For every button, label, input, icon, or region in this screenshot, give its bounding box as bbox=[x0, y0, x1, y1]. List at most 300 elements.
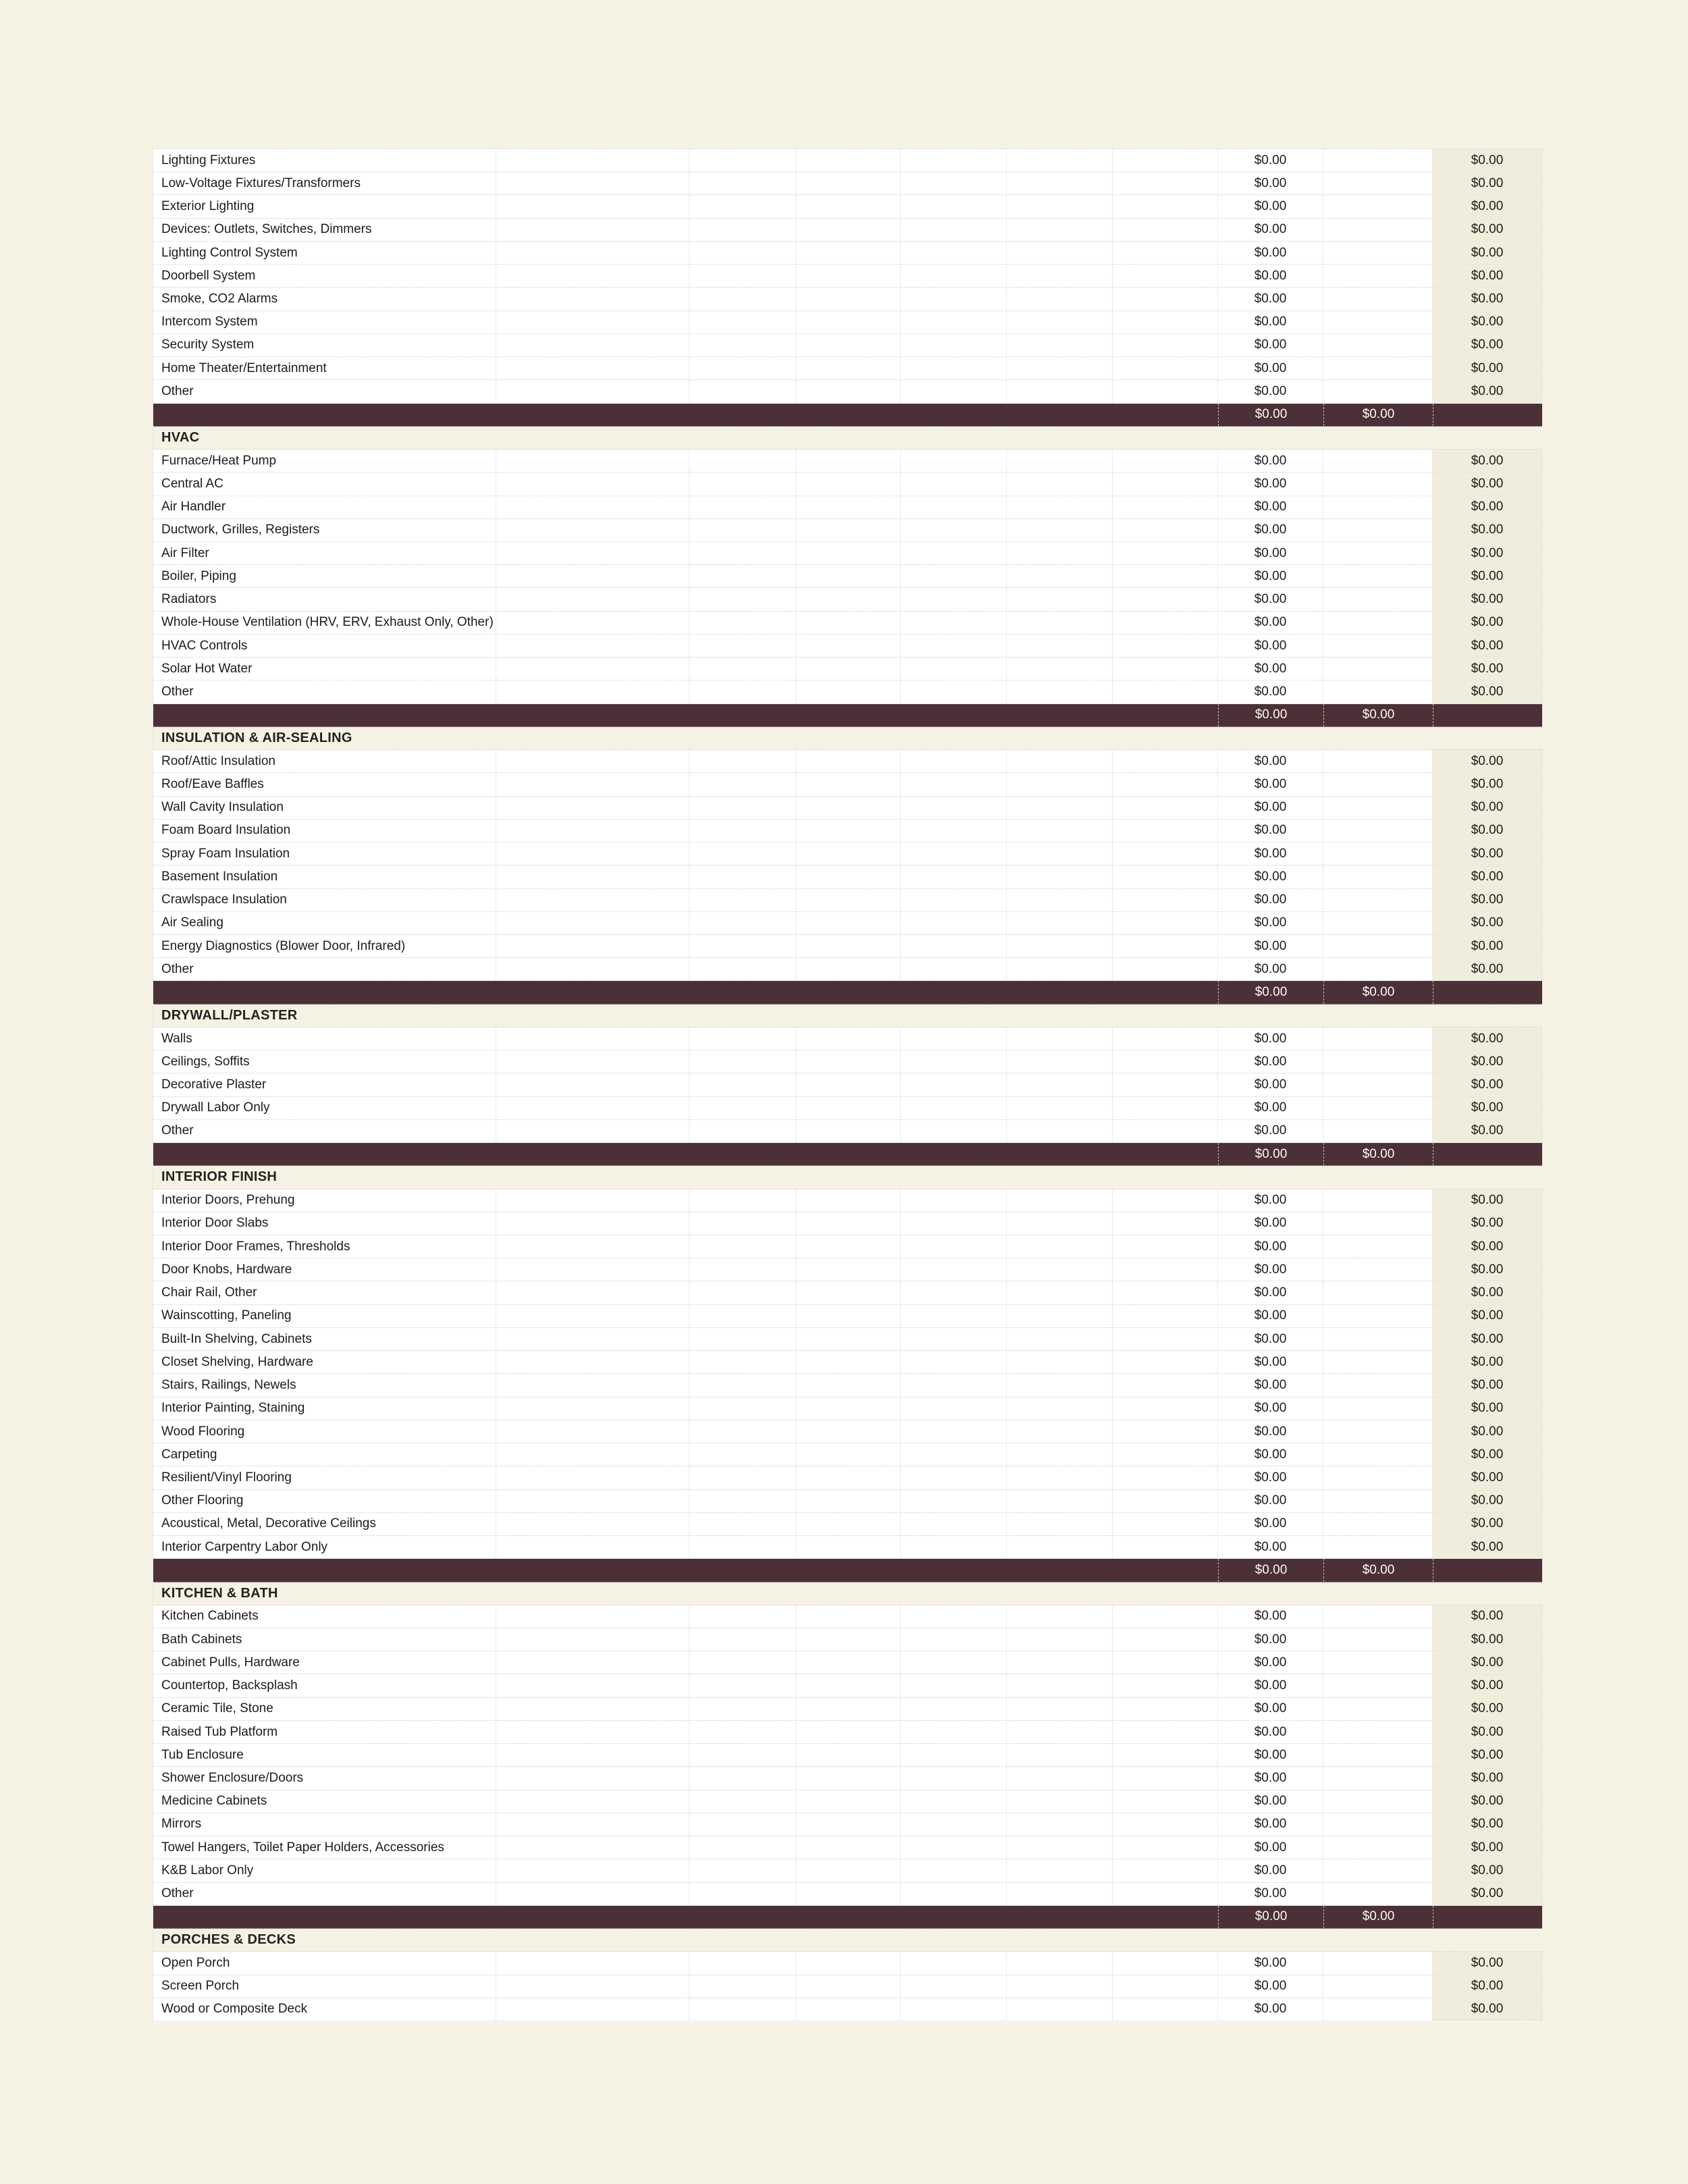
empty-cell[interactable] bbox=[496, 496, 689, 518]
empty-cell[interactable] bbox=[1007, 1651, 1113, 1674]
empty-cell[interactable] bbox=[496, 1651, 689, 1674]
amount-cell[interactable]: $0.00 bbox=[1218, 473, 1323, 495]
empty-cell[interactable] bbox=[1113, 380, 1218, 402]
empty-cell[interactable] bbox=[901, 1397, 1007, 1420]
empty-cell[interactable] bbox=[1323, 288, 1433, 310]
empty-cell[interactable] bbox=[689, 1190, 796, 1212]
empty-cell[interactable] bbox=[1323, 172, 1433, 194]
amount-cell[interactable]: $0.00 bbox=[1218, 1213, 1323, 1235]
empty-cell[interactable] bbox=[1113, 1513, 1218, 1535]
empty-cell[interactable] bbox=[1113, 357, 1218, 379]
empty-cell[interactable] bbox=[1007, 1466, 1113, 1489]
empty-cell[interactable] bbox=[496, 1883, 689, 1905]
empty-cell[interactable] bbox=[901, 588, 1007, 610]
empty-cell[interactable] bbox=[796, 1767, 901, 1789]
empty-cell[interactable] bbox=[689, 496, 796, 518]
item-label-cell[interactable]: Air Sealing bbox=[153, 912, 496, 934]
empty-cell[interactable] bbox=[796, 658, 901, 680]
empty-cell[interactable] bbox=[901, 357, 1007, 379]
section-header-cell[interactable]: INSULATION & AIR-SEALING bbox=[161, 730, 352, 745]
empty-cell[interactable] bbox=[496, 588, 689, 610]
amount-cell[interactable]: $0.00 bbox=[1218, 1813, 1323, 1836]
empty-cell[interactable] bbox=[1007, 242, 1113, 264]
empty-cell[interactable] bbox=[496, 288, 689, 310]
empty-cell[interactable] bbox=[1323, 681, 1433, 703]
item-label-cell[interactable]: Kitchen Cabinets bbox=[153, 1605, 496, 1628]
item-label-cell[interactable]: Ceilings, Soffits bbox=[153, 1050, 496, 1073]
total-amount-cell[interactable]: $0.00 bbox=[1433, 797, 1542, 819]
empty-cell[interactable] bbox=[1007, 219, 1113, 241]
empty-cell[interactable] bbox=[1323, 612, 1433, 634]
empty-cell[interactable] bbox=[689, 635, 796, 657]
subtotal-spacer-cell[interactable] bbox=[153, 704, 1218, 726]
amount-cell[interactable]: $0.00 bbox=[1218, 496, 1323, 518]
item-label-cell[interactable]: Chair Rail, Other bbox=[153, 1281, 496, 1304]
item-label-cell[interactable]: Interior Doors, Prehung bbox=[153, 1190, 496, 1212]
empty-cell[interactable] bbox=[689, 1674, 796, 1697]
empty-cell[interactable] bbox=[689, 149, 796, 171]
empty-cell[interactable] bbox=[496, 450, 689, 472]
empty-cell[interactable] bbox=[496, 334, 689, 356]
amount-cell[interactable]: $0.00 bbox=[1218, 288, 1323, 310]
total-amount-cell[interactable]: $0.00 bbox=[1433, 1790, 1542, 1813]
empty-cell[interactable] bbox=[901, 1258, 1007, 1281]
empty-cell[interactable] bbox=[796, 380, 901, 402]
total-amount-cell[interactable]: $0.00 bbox=[1433, 658, 1542, 680]
empty-cell[interactable] bbox=[796, 1536, 901, 1558]
total-amount-cell[interactable]: $0.00 bbox=[1433, 865, 1542, 888]
item-label-cell[interactable]: Other bbox=[153, 380, 496, 402]
empty-cell[interactable] bbox=[689, 172, 796, 194]
empty-cell[interactable] bbox=[1323, 1097, 1433, 1119]
empty-cell[interactable] bbox=[1007, 750, 1113, 772]
empty-cell[interactable] bbox=[1323, 750, 1433, 772]
empty-cell[interactable] bbox=[796, 1721, 901, 1743]
total-amount-cell[interactable]: $0.00 bbox=[1433, 889, 1542, 911]
subtotal-empty-cell[interactable] bbox=[1433, 1906, 1542, 1928]
item-label-cell[interactable]: Air Handler bbox=[153, 496, 496, 518]
empty-cell[interactable] bbox=[689, 1028, 796, 1050]
amount-cell[interactable]: $0.00 bbox=[1218, 450, 1323, 472]
subtotal-empty-cell[interactable] bbox=[1433, 404, 1542, 426]
amount-cell[interactable]: $0.00 bbox=[1218, 1490, 1323, 1512]
total-amount-cell[interactable]: $0.00 bbox=[1433, 1305, 1542, 1327]
item-label-cell[interactable]: Decorative Plaster bbox=[153, 1073, 496, 1096]
empty-cell[interactable] bbox=[1323, 1120, 1433, 1142]
empty-cell[interactable] bbox=[1007, 1790, 1113, 1813]
total-amount-cell[interactable]: $0.00 bbox=[1433, 450, 1542, 472]
empty-cell[interactable] bbox=[1113, 1628, 1218, 1651]
amount-cell[interactable]: $0.00 bbox=[1218, 681, 1323, 703]
empty-cell[interactable] bbox=[496, 380, 689, 402]
amount-cell[interactable]: $0.00 bbox=[1218, 172, 1323, 194]
total-amount-cell[interactable]: $0.00 bbox=[1433, 843, 1542, 865]
empty-cell[interactable] bbox=[1113, 288, 1218, 310]
empty-cell[interactable] bbox=[496, 542, 689, 564]
empty-cell[interactable] bbox=[796, 1490, 901, 1512]
empty-cell[interactable] bbox=[1007, 1328, 1113, 1350]
empty-cell[interactable] bbox=[796, 865, 901, 888]
item-label-cell[interactable]: Lighting Control System bbox=[153, 242, 496, 264]
section-header-cell[interactable]: HVAC bbox=[161, 429, 200, 445]
empty-cell[interactable] bbox=[796, 1466, 901, 1489]
empty-cell[interactable] bbox=[1113, 195, 1218, 217]
empty-cell[interactable] bbox=[1113, 1258, 1218, 1281]
amount-cell[interactable]: $0.00 bbox=[1218, 1744, 1323, 1766]
amount-cell[interactable]: $0.00 bbox=[1218, 1998, 1323, 2021]
empty-cell[interactable] bbox=[796, 219, 901, 241]
empty-cell[interactable] bbox=[689, 1651, 796, 1674]
amount-cell[interactable]: $0.00 bbox=[1218, 1883, 1323, 1905]
empty-cell[interactable] bbox=[901, 149, 1007, 171]
empty-cell[interactable] bbox=[1113, 1998, 1218, 2021]
empty-cell[interactable] bbox=[1007, 357, 1113, 379]
item-label-cell[interactable]: Walls bbox=[153, 1028, 496, 1050]
empty-cell[interactable] bbox=[1007, 473, 1113, 495]
empty-cell[interactable] bbox=[689, 1213, 796, 1235]
empty-cell[interactable] bbox=[1323, 519, 1433, 541]
item-label-cell[interactable]: Furnace/Heat Pump bbox=[153, 450, 496, 472]
empty-cell[interactable] bbox=[1007, 1536, 1113, 1558]
empty-cell[interactable] bbox=[689, 1397, 796, 1420]
empty-cell[interactable] bbox=[496, 1443, 689, 1466]
empty-cell[interactable] bbox=[1323, 1721, 1433, 1743]
amount-cell[interactable]: $0.00 bbox=[1218, 1513, 1323, 1535]
total-amount-cell[interactable]: $0.00 bbox=[1433, 288, 1542, 310]
empty-cell[interactable] bbox=[496, 1813, 689, 1836]
empty-cell[interactable] bbox=[689, 380, 796, 402]
empty-cell[interactable] bbox=[1113, 1120, 1218, 1142]
total-amount-cell[interactable]: $0.00 bbox=[1433, 242, 1542, 264]
item-label-cell[interactable]: Cabinet Pulls, Hardware bbox=[153, 1651, 496, 1674]
empty-cell[interactable] bbox=[1113, 773, 1218, 795]
empty-cell[interactable] bbox=[901, 1190, 1007, 1212]
amount-cell[interactable]: $0.00 bbox=[1218, 1836, 1323, 1859]
empty-cell[interactable] bbox=[1007, 1281, 1113, 1304]
empty-cell[interactable] bbox=[1323, 1813, 1433, 1836]
amount-cell[interactable]: $0.00 bbox=[1218, 635, 1323, 657]
item-label-cell[interactable]: Roof/Eave Baffles bbox=[153, 773, 496, 795]
empty-cell[interactable] bbox=[496, 889, 689, 911]
total-amount-cell[interactable]: $0.00 bbox=[1433, 473, 1542, 495]
item-label-cell[interactable]: Security System bbox=[153, 334, 496, 356]
empty-cell[interactable] bbox=[796, 1443, 901, 1466]
empty-cell[interactable] bbox=[496, 1721, 689, 1743]
empty-cell[interactable] bbox=[796, 496, 901, 518]
empty-cell[interactable] bbox=[689, 1328, 796, 1350]
empty-cell[interactable] bbox=[496, 612, 689, 634]
empty-cell[interactable] bbox=[1323, 1998, 1433, 2021]
empty-cell[interactable] bbox=[1113, 681, 1218, 703]
empty-cell[interactable] bbox=[1113, 542, 1218, 564]
empty-cell[interactable] bbox=[901, 1628, 1007, 1651]
subtotal-amount-cell[interactable]: $0.00 bbox=[1218, 404, 1323, 426]
empty-cell[interactable] bbox=[1007, 1258, 1113, 1281]
empty-cell[interactable] bbox=[796, 1975, 901, 1998]
total-amount-cell[interactable]: $0.00 bbox=[1433, 935, 1542, 957]
empty-cell[interactable] bbox=[1323, 1213, 1433, 1235]
empty-cell[interactable] bbox=[1007, 1028, 1113, 1050]
empty-cell[interactable] bbox=[689, 219, 796, 241]
item-label-cell[interactable]: Ductwork, Grilles, Registers bbox=[153, 519, 496, 541]
item-label-cell[interactable]: Bath Cabinets bbox=[153, 1628, 496, 1651]
empty-cell[interactable] bbox=[689, 1235, 796, 1258]
empty-cell[interactable] bbox=[1113, 658, 1218, 680]
empty-cell[interactable] bbox=[689, 1305, 796, 1327]
empty-cell[interactable] bbox=[1007, 1605, 1113, 1628]
empty-cell[interactable] bbox=[1007, 1513, 1113, 1535]
empty-cell[interactable] bbox=[496, 565, 689, 587]
empty-cell[interactable] bbox=[689, 1767, 796, 1789]
total-amount-cell[interactable]: $0.00 bbox=[1433, 1190, 1542, 1212]
amount-cell[interactable]: $0.00 bbox=[1218, 1073, 1323, 1096]
empty-cell[interactable] bbox=[1113, 149, 1218, 171]
empty-cell[interactable] bbox=[689, 1998, 796, 2021]
empty-cell[interactable] bbox=[689, 1744, 796, 1766]
empty-cell[interactable] bbox=[1323, 1836, 1433, 1859]
empty-cell[interactable] bbox=[796, 797, 901, 819]
empty-cell[interactable] bbox=[901, 311, 1007, 334]
empty-cell[interactable] bbox=[1007, 773, 1113, 795]
empty-cell[interactable] bbox=[1007, 1698, 1113, 1720]
empty-cell[interactable] bbox=[1323, 450, 1433, 472]
empty-cell[interactable] bbox=[796, 773, 901, 795]
empty-cell[interactable] bbox=[796, 450, 901, 472]
empty-cell[interactable] bbox=[796, 1190, 901, 1212]
item-label-cell[interactable]: Interior Door Frames, Thresholds bbox=[153, 1235, 496, 1258]
amount-cell[interactable]: $0.00 bbox=[1218, 820, 1323, 842]
empty-cell[interactable] bbox=[1007, 1883, 1113, 1905]
total-amount-cell[interactable]: $0.00 bbox=[1433, 265, 1542, 287]
subtotal-spacer-cell[interactable] bbox=[153, 981, 1218, 1003]
amount-cell[interactable]: $0.00 bbox=[1218, 1698, 1323, 1720]
item-label-cell[interactable]: Medicine Cabinets bbox=[153, 1790, 496, 1813]
empty-cell[interactable] bbox=[1323, 1281, 1433, 1304]
subtotal-amount-cell[interactable]: $0.00 bbox=[1218, 981, 1323, 1003]
empty-cell[interactable] bbox=[1113, 265, 1218, 287]
total-amount-cell[interactable]: $0.00 bbox=[1433, 172, 1542, 194]
empty-cell[interactable] bbox=[901, 1351, 1007, 1373]
amount-cell[interactable]: $0.00 bbox=[1218, 195, 1323, 217]
amount-cell[interactable]: $0.00 bbox=[1218, 1351, 1323, 1373]
empty-cell[interactable] bbox=[1113, 1952, 1218, 1974]
empty-cell[interactable] bbox=[901, 1420, 1007, 1443]
empty-cell[interactable] bbox=[901, 820, 1007, 842]
item-label-cell[interactable]: Mirrors bbox=[153, 1813, 496, 1836]
empty-cell[interactable] bbox=[689, 935, 796, 957]
item-label-cell[interactable]: Boiler, Piping bbox=[153, 565, 496, 587]
item-label-cell[interactable]: Carpeting bbox=[153, 1443, 496, 1466]
empty-cell[interactable] bbox=[1007, 195, 1113, 217]
amount-cell[interactable]: $0.00 bbox=[1218, 149, 1323, 171]
amount-cell[interactable]: $0.00 bbox=[1218, 797, 1323, 819]
empty-cell[interactable] bbox=[1113, 1213, 1218, 1235]
subtotal-amount-cell[interactable]: $0.00 bbox=[1323, 404, 1433, 426]
empty-cell[interactable] bbox=[496, 1305, 689, 1327]
empty-cell[interactable] bbox=[796, 242, 901, 264]
subtotal-amount-cell[interactable]: $0.00 bbox=[1218, 704, 1323, 726]
empty-cell[interactable] bbox=[796, 357, 901, 379]
item-label-cell[interactable]: Resilient/Vinyl Flooring bbox=[153, 1466, 496, 1489]
empty-cell[interactable] bbox=[496, 912, 689, 934]
subtotal-amount-cell[interactable]: $0.00 bbox=[1323, 704, 1433, 726]
empty-cell[interactable] bbox=[796, 1836, 901, 1859]
empty-cell[interactable] bbox=[689, 797, 796, 819]
empty-cell[interactable] bbox=[1113, 1420, 1218, 1443]
amount-cell[interactable]: $0.00 bbox=[1218, 542, 1323, 564]
item-label-cell[interactable]: Open Porch bbox=[153, 1952, 496, 1974]
empty-cell[interactable] bbox=[796, 288, 901, 310]
empty-cell[interactable] bbox=[496, 1420, 689, 1443]
total-amount-cell[interactable]: $0.00 bbox=[1433, 565, 1542, 587]
empty-cell[interactable] bbox=[1007, 588, 1113, 610]
empty-cell[interactable] bbox=[901, 1767, 1007, 1789]
amount-cell[interactable]: $0.00 bbox=[1218, 1859, 1323, 1882]
empty-cell[interactable] bbox=[901, 1305, 1007, 1327]
empty-cell[interactable] bbox=[1007, 1097, 1113, 1119]
empty-cell[interactable] bbox=[496, 1698, 689, 1720]
empty-cell[interactable] bbox=[1323, 219, 1433, 241]
empty-cell[interactable] bbox=[1113, 1305, 1218, 1327]
empty-cell[interactable] bbox=[901, 1050, 1007, 1073]
total-amount-cell[interactable]: $0.00 bbox=[1433, 1952, 1542, 1974]
item-label-cell[interactable]: Doorbell System bbox=[153, 265, 496, 287]
empty-cell[interactable] bbox=[1323, 1674, 1433, 1697]
empty-cell[interactable] bbox=[1113, 1235, 1218, 1258]
empty-cell[interactable] bbox=[1007, 658, 1113, 680]
total-amount-cell[interactable]: $0.00 bbox=[1433, 1374, 1542, 1396]
empty-cell[interactable] bbox=[1113, 1698, 1218, 1720]
empty-cell[interactable] bbox=[1007, 1190, 1113, 1212]
empty-cell[interactable] bbox=[1323, 1790, 1433, 1813]
total-amount-cell[interactable]: $0.00 bbox=[1433, 635, 1542, 657]
empty-cell[interactable] bbox=[796, 588, 901, 610]
amount-cell[interactable]: $0.00 bbox=[1218, 1235, 1323, 1258]
empty-cell[interactable] bbox=[496, 1975, 689, 1998]
empty-cell[interactable] bbox=[689, 612, 796, 634]
total-amount-cell[interactable]: $0.00 bbox=[1433, 1397, 1542, 1420]
empty-cell[interactable] bbox=[1323, 820, 1433, 842]
empty-cell[interactable] bbox=[901, 1998, 1007, 2021]
empty-cell[interactable] bbox=[1323, 1859, 1433, 1882]
empty-cell[interactable] bbox=[496, 958, 689, 980]
empty-cell[interactable] bbox=[1323, 658, 1433, 680]
total-amount-cell[interactable]: $0.00 bbox=[1433, 958, 1542, 980]
empty-cell[interactable] bbox=[796, 265, 901, 287]
item-label-cell[interactable]: Energy Diagnostics (Blower Door, Infrared) bbox=[153, 935, 496, 957]
amount-cell[interactable]: $0.00 bbox=[1218, 1651, 1323, 1674]
empty-cell[interactable] bbox=[689, 1466, 796, 1489]
item-label-cell[interactable]: K&B Labor Only bbox=[153, 1859, 496, 1882]
subtotal-empty-cell[interactable] bbox=[1433, 981, 1542, 1003]
amount-cell[interactable]: $0.00 bbox=[1218, 1628, 1323, 1651]
empty-cell[interactable] bbox=[1007, 912, 1113, 934]
item-label-cell[interactable]: Shower Enclosure/Doors bbox=[153, 1767, 496, 1789]
empty-cell[interactable] bbox=[1007, 1213, 1113, 1235]
empty-cell[interactable] bbox=[796, 1628, 901, 1651]
empty-cell[interactable] bbox=[496, 1328, 689, 1350]
item-label-cell[interactable]: Other bbox=[153, 1120, 496, 1142]
total-amount-cell[interactable]: $0.00 bbox=[1433, 1721, 1542, 1743]
empty-cell[interactable] bbox=[796, 334, 901, 356]
empty-cell[interactable] bbox=[1113, 1836, 1218, 1859]
total-amount-cell[interactable]: $0.00 bbox=[1433, 1050, 1542, 1073]
total-amount-cell[interactable]: $0.00 bbox=[1433, 1351, 1542, 1373]
subtotal-amount-cell[interactable]: $0.00 bbox=[1218, 1143, 1323, 1165]
empty-cell[interactable] bbox=[796, 1420, 901, 1443]
amount-cell[interactable]: $0.00 bbox=[1218, 958, 1323, 980]
empty-cell[interactable] bbox=[1113, 1050, 1218, 1073]
empty-cell[interactable] bbox=[1113, 750, 1218, 772]
empty-cell[interactable] bbox=[901, 1721, 1007, 1743]
empty-cell[interactable] bbox=[1323, 773, 1433, 795]
empty-cell[interactable] bbox=[1113, 1397, 1218, 1420]
amount-cell[interactable]: $0.00 bbox=[1218, 380, 1323, 402]
total-amount-cell[interactable]: $0.00 bbox=[1433, 1097, 1542, 1119]
total-amount-cell[interactable]: $0.00 bbox=[1433, 1328, 1542, 1350]
empty-cell[interactable] bbox=[901, 265, 1007, 287]
subtotal-spacer-cell[interactable] bbox=[153, 1143, 1218, 1165]
empty-cell[interactable] bbox=[1323, 1952, 1433, 1974]
empty-cell[interactable] bbox=[1323, 1605, 1433, 1628]
empty-cell[interactable] bbox=[496, 1374, 689, 1396]
total-amount-cell[interactable]: $0.00 bbox=[1433, 1813, 1542, 1836]
empty-cell[interactable] bbox=[796, 750, 901, 772]
empty-cell[interactable] bbox=[1323, 1258, 1433, 1281]
empty-cell[interactable] bbox=[1113, 935, 1218, 957]
empty-cell[interactable] bbox=[689, 1790, 796, 1813]
empty-cell[interactable] bbox=[796, 1605, 901, 1628]
empty-cell[interactable] bbox=[1007, 542, 1113, 564]
empty-cell[interactable] bbox=[796, 1073, 901, 1096]
empty-cell[interactable] bbox=[1323, 1628, 1433, 1651]
item-label-cell[interactable]: Foam Board Insulation bbox=[153, 820, 496, 842]
empty-cell[interactable] bbox=[1323, 265, 1433, 287]
amount-cell[interactable]: $0.00 bbox=[1218, 612, 1323, 634]
empty-cell[interactable] bbox=[1113, 1767, 1218, 1789]
empty-cell[interactable] bbox=[689, 450, 796, 472]
empty-cell[interactable] bbox=[901, 750, 1007, 772]
total-amount-cell[interactable]: $0.00 bbox=[1433, 588, 1542, 610]
total-amount-cell[interactable]: $0.00 bbox=[1433, 1513, 1542, 1535]
empty-cell[interactable] bbox=[689, 1374, 796, 1396]
amount-cell[interactable]: $0.00 bbox=[1218, 265, 1323, 287]
empty-cell[interactable] bbox=[689, 1490, 796, 1512]
empty-cell[interactable] bbox=[1323, 311, 1433, 334]
section-header-cell[interactable]: PORCHES & DECKS bbox=[161, 1932, 296, 1948]
empty-cell[interactable] bbox=[1113, 1351, 1218, 1373]
empty-cell[interactable] bbox=[1007, 1050, 1113, 1073]
empty-cell[interactable] bbox=[796, 542, 901, 564]
empty-cell[interactable] bbox=[496, 172, 689, 194]
item-label-cell[interactable]: Acoustical, Metal, Decorative Ceilings bbox=[153, 1513, 496, 1535]
empty-cell[interactable] bbox=[1113, 865, 1218, 888]
empty-cell[interactable] bbox=[496, 797, 689, 819]
empty-cell[interactable] bbox=[1323, 843, 1433, 865]
empty-cell[interactable] bbox=[796, 612, 901, 634]
item-label-cell[interactable]: Other Flooring bbox=[153, 1490, 496, 1512]
empty-cell[interactable] bbox=[1113, 889, 1218, 911]
amount-cell[interactable]: $0.00 bbox=[1218, 1975, 1323, 1998]
total-amount-cell[interactable]: $0.00 bbox=[1433, 195, 1542, 217]
empty-cell[interactable] bbox=[1007, 1674, 1113, 1697]
empty-cell[interactable] bbox=[496, 473, 689, 495]
empty-cell[interactable] bbox=[689, 1813, 796, 1836]
amount-cell[interactable]: $0.00 bbox=[1218, 1028, 1323, 1050]
total-amount-cell[interactable]: $0.00 bbox=[1433, 1767, 1542, 1789]
empty-cell[interactable] bbox=[901, 1883, 1007, 1905]
empty-cell[interactable] bbox=[1113, 519, 1218, 541]
